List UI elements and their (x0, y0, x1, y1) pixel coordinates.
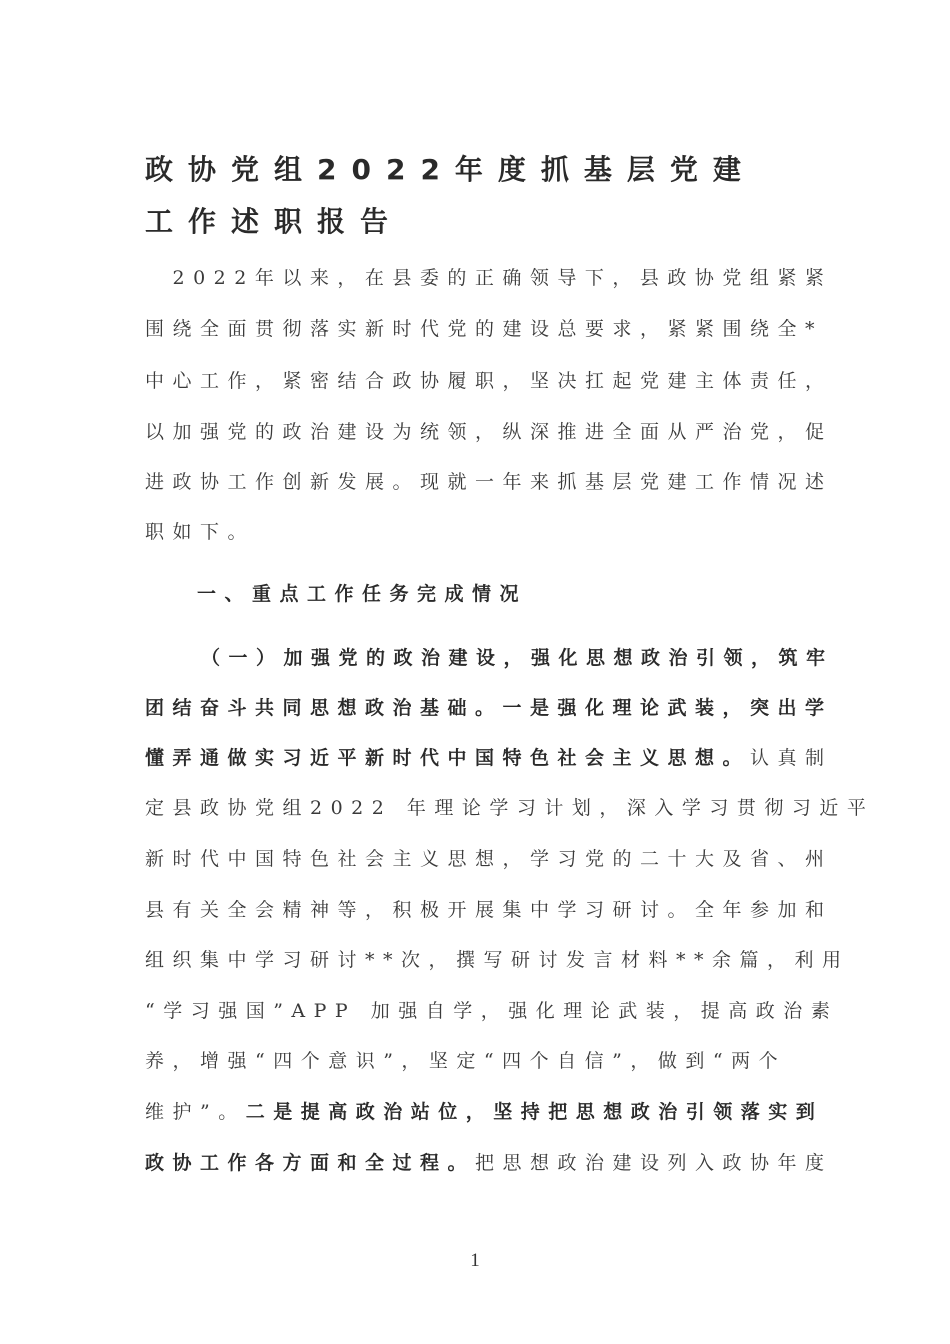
body-line: 组织集中学习研讨**次，撰写研讨发言材料**余篇，利用 (145, 949, 850, 971)
mixed-line (145, 744, 833, 772)
intro-line: 以加强党的政治建设为统领，纵深推进全面从严治党，促 (145, 421, 833, 443)
body-line: 新时代中国特色社会主义思想，学习党的二十大及省、州 (145, 848, 833, 870)
title-line-1: 政协党组2022年度抓基层党建 (145, 153, 756, 186)
body-line: 定县政协党组2022 年理论学习计划，深入学习贯彻习近平 (145, 797, 875, 819)
bold-span: 二是提高政治站位，坚持把思想政治引领落实到 (245, 1101, 824, 1123)
intro-line: 职如下。 (145, 521, 256, 543)
subsection-heading-line: （一）加强党的政治建设，强化思想政治引领，筑牢 (201, 647, 834, 669)
intro-line: 围绕全面贯彻落实新时代党的建设总要求，紧紧围绕全* (145, 318, 824, 340)
body-line: 县有关全会精神等，积极开展集中学习研讨。全年参加和 (145, 899, 833, 921)
subsection-heading-line: 团结奋斗共同思想政治基础。一是强化理论武装，突出学 (145, 697, 833, 719)
bold-span: 懂弄通做实习近平新时代中国特色社会主义思想。 (145, 747, 751, 769)
body-line: 养，增强“四个意识”，坚定“四个自信”，做到“两个 (145, 1050, 787, 1072)
mixed-line (145, 1149, 833, 1177)
normal-span: 把思想政治建设列入政协年度 (475, 1152, 833, 1174)
title-line-2: 工作述职报告 (145, 205, 404, 238)
bold-span: 政协工作各方面和全过程。 (145, 1152, 476, 1174)
intro-line: 2022年以来，在县委的正确领导下，县政协党组紧紧 (145, 267, 833, 289)
section-heading: 一、重点工作任务完成情况 (197, 583, 528, 605)
mixed-line (145, 1098, 824, 1126)
intro-line: 中心工作，紧密结合政协履职，坚决扛起党建主体责任， (145, 370, 833, 392)
body-line: “学习强国”APP 加强自学，强化理论武装，提高政治素 (145, 1000, 839, 1022)
intro-line: 进政协工作创新发展。现就一年来抓基层党建工作情况述 (145, 471, 833, 493)
normal-span: 认真制 (750, 747, 833, 769)
page-number: 1 (470, 1250, 480, 1271)
normal-span: 维护”。 (145, 1101, 246, 1123)
